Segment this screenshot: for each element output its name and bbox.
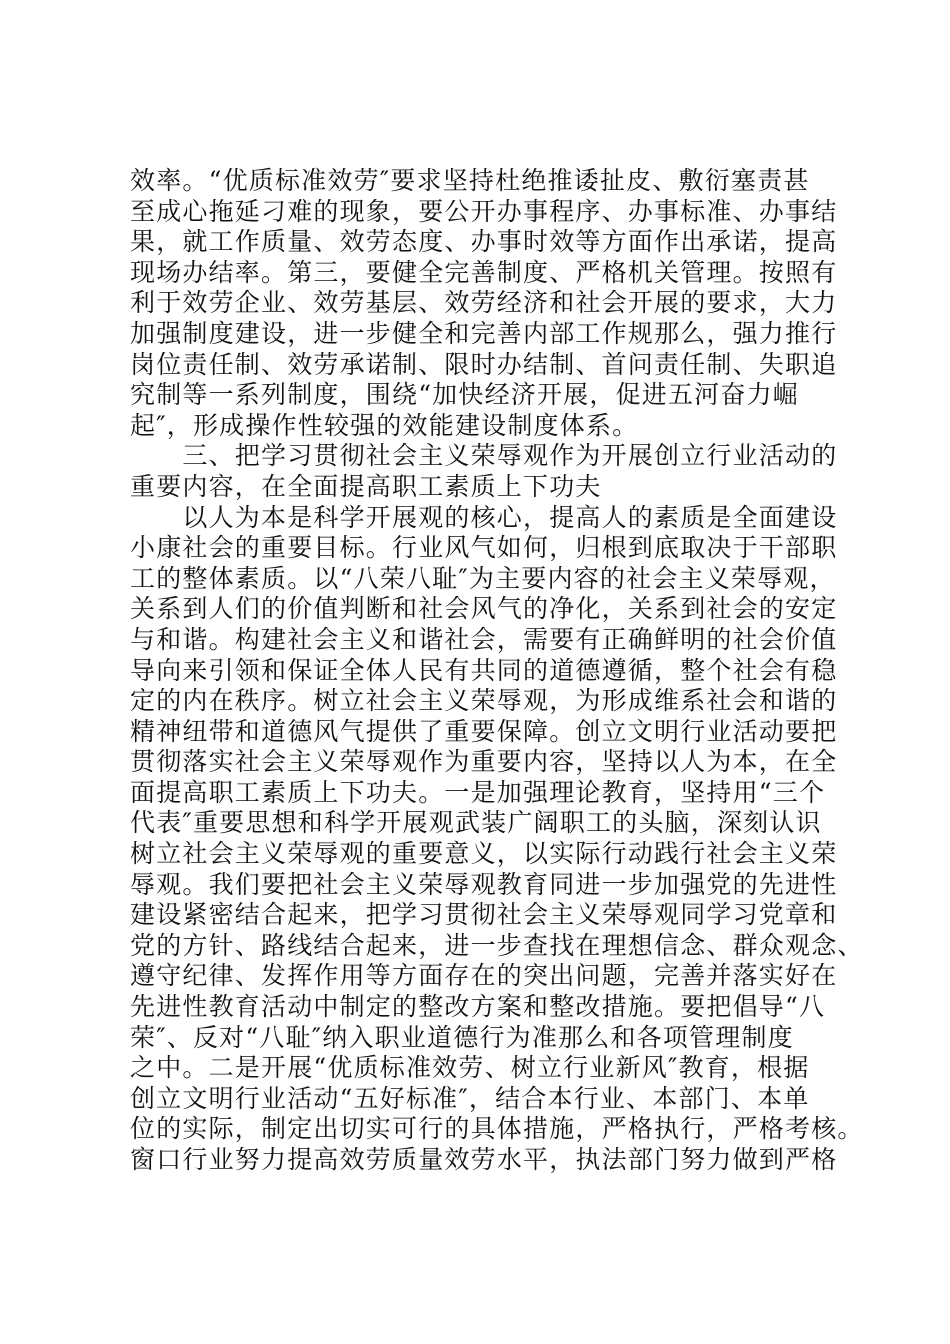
text-line: 面提高职工素质上下功夫。一是加强理论教育，坚持用“三个 xyxy=(130,777,826,807)
text-line: 遵守纪律、发挥作用等方面存在的突出问题，完善并落实好在 xyxy=(130,961,838,991)
text-line: 以人为本是科学开展观的核心，提高人的素质是全面建设 xyxy=(130,502,838,532)
text-line: 窗口行业努力提高效劳质量效劳水平，执法部门努力做到严格 xyxy=(130,1145,838,1174)
text-line: 导向来引领和保证全体人民有共同的道德遵循，整个社会有稳 xyxy=(130,655,838,685)
text-line: 建设紧密结合起来，把学习贯彻社会主义荣辱观同学习党章和 xyxy=(130,900,838,930)
text-line: 树立社会主义荣辱观的重要意义，以实际行动践行社会主义荣 xyxy=(130,839,838,869)
text-line: 至成心拖延刁难的现象，要公开办事程序、办事标准、办事结 xyxy=(130,196,838,226)
document-body xyxy=(130,166,864,1176)
text-line: 究制等一系列制度，围绕“加快经济开展，促进五河奋力崛 xyxy=(130,380,799,410)
section-heading-line: 重要内容，在全面提高职工素质上下功夫 xyxy=(130,471,602,501)
text-line: 先进性教育活动中制定的整改方案和整改措施。要把倡导“八 xyxy=(130,992,826,1022)
text-line: 精神纽带和道德风气提供了重要保障。创立文明行业活动要把 xyxy=(130,716,838,746)
text-line: 贯彻落实社会主义荣辱观作为重要内容，坚持以人为本，在全 xyxy=(130,747,838,777)
text-line: 果，就工作质量、效劳态度、办事时效等方面作出承诺，提高 xyxy=(130,227,838,257)
text-line: 小康社会的重要目标。行业风气如何，归根到底取决于干部职 xyxy=(130,533,838,563)
text-line: 代表″重要思想和科学开展观武装广阔职工的头脑，深刻认识 xyxy=(130,808,822,838)
text-line: 定的内在秩序。树立社会主义荣辱观，为形成维系社会和谐的 xyxy=(130,686,838,716)
text-line: 效率。“优质标准效劳″要求坚持杜绝推诿扯皮、敷衍塞责甚 xyxy=(130,166,810,195)
text-line: 创立文明行业活动“五好标准″，结合本行业、本部门、本单 xyxy=(130,1083,810,1113)
text-line: 荣″、反对“八耻″纳入职业道德行为准那么和各项管理制度 xyxy=(130,1022,794,1052)
text-line: 位的实际，制定出切实可行的具体措施，严格执行，严格考核。 xyxy=(130,1114,864,1144)
text-line: 党的方针、路线结合起来，进一步查找在理想信念、群众观念、 xyxy=(130,930,864,960)
text-line: 岗位责任制、效劳承诺制、限时办结制、首问责任制、失职追 xyxy=(130,349,838,379)
text-line: 之中。二是开展“优质标准效劳、树立行业新风″教育，根据 xyxy=(130,1053,810,1083)
text-line: 辱观。我们要把社会主义荣辱观教育同进一步加强党的先进性 xyxy=(130,869,838,899)
text-line: 与和谐。构建社会主义和谐社会，需要有正确鲜明的社会价值 xyxy=(130,624,838,654)
text-line: 关系到人们的价值判断和社会风气的净化，关系到社会的安定 xyxy=(130,594,838,624)
text-line: 工的整体素质。以“八荣八耻″为主要内容的社会主义荣辱观， xyxy=(130,563,836,593)
text-line: 利于效劳企业、效劳基层、效劳经济和社会开展的要求，大力 xyxy=(130,288,838,318)
text-line: 加强制度建设，进一步健全和完善内部工作规那么，强力推行 xyxy=(130,318,838,348)
section-heading-line: 三、把学习贯彻社会主义荣辱观作为开展创立行业活动的 xyxy=(130,441,838,471)
text-line: 现场办结率。第三，要健全完善制度、严格机关管理。按照有 xyxy=(130,257,838,287)
text-line: 起″，形成操作性较强的效能建设制度体系。 xyxy=(130,410,639,440)
